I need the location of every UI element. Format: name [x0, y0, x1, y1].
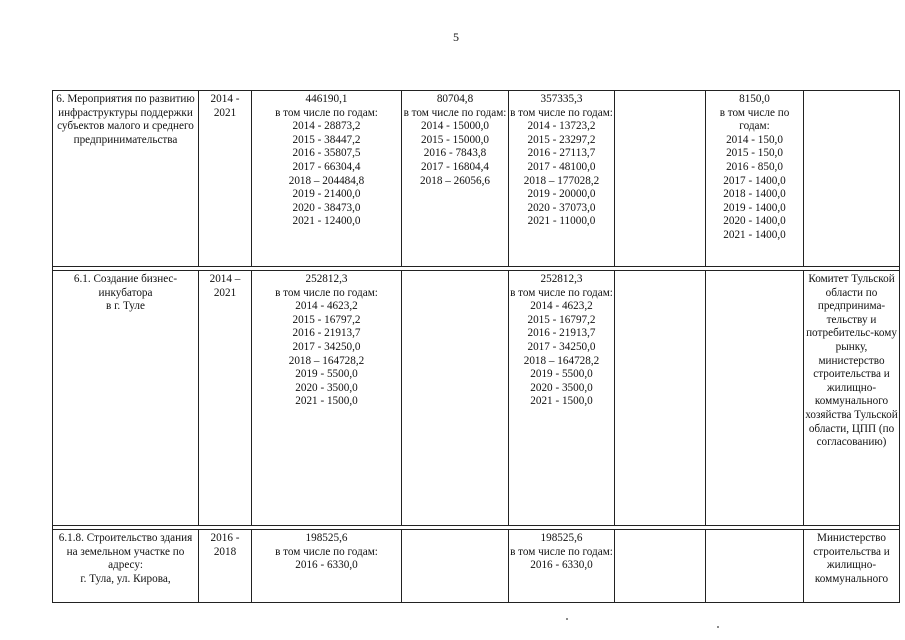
federal-funding-cell	[402, 271, 509, 526]
period-cell: 2016 - 2018	[199, 530, 252, 603]
page-number: 5	[453, 30, 459, 44]
table-row	[53, 91, 900, 267]
table-row	[53, 530, 900, 603]
federal-funding-cell	[402, 530, 509, 603]
activity-name-cell: 6.1.8. Строительство здания на земельном участке по адресу: г. Тула, ул. Кирова,	[53, 530, 199, 603]
extrabudgetary-funding-cell: 8150,0 в том числе по годам: 2014 - 150,0 2015 - 150,0 2016 - 850,0 2017 - 1400,0 2018 - 1400,0 2019 - 1400,0 2020 - 1400,0 2021 - 1400,0	[706, 91, 804, 267]
period-cell: 2014 – 2021	[199, 271, 252, 526]
period-cell: 2014 - 2021	[199, 91, 252, 267]
total-funding-cell: 198525,6 в том числе по годам: 2016 - 6330,0	[252, 530, 402, 603]
extrabudgetary-funding-cell	[706, 271, 804, 526]
local-funding-cell	[615, 91, 706, 267]
scan-speck	[717, 626, 719, 628]
total-funding-cell: 446190,1 в том числе по годам: 2014 - 28873,2 2015 - 38447,2 2016 - 35807,5 2017 - 66304,4 2018 – 204484,8 2019 - 21400,0 2020 - 38473,0 2021 - 12400,0	[252, 91, 402, 267]
local-funding-cell	[615, 271, 706, 526]
regional-funding-cell: 357335,3 в том числе по годам: 2014 - 13723,2 2015 - 23297,2 2016 - 27113,7 2017 - 48100,0 2018 – 177028,2 2019 - 20000,0 2020 - 37073,0 2021 - 11000,0	[509, 91, 615, 267]
federal-funding-cell: 80704,8 в том числе по годам: 2014 - 15000,0 2015 - 15000,0 2016 - 7843,8 2017 - 16804,4 2018 – 26056,6	[402, 91, 509, 267]
regional-funding-cell: 198525,6 в том числе по годам: 2016 - 6330,0	[509, 530, 615, 603]
table-row	[53, 271, 900, 526]
local-funding-cell	[615, 530, 706, 603]
activity-name-cell: 6.1. Создание бизнес-инкубатора в г. Туле	[53, 271, 199, 526]
responsible-cell: Комитет Тульской области по предпринима-тельству и потребительс-кому рынку, министерство строительства и жилищно-коммунального хозяйства Тульской области, ЦПП (по согласованию)	[804, 271, 900, 526]
responsible-cell: Министерство строительства и жилищно-коммунального	[804, 530, 900, 603]
responsible-cell	[804, 91, 900, 267]
extrabudgetary-funding-cell	[706, 530, 804, 603]
scan-speck	[566, 618, 568, 620]
activity-name-cell: 6. Мероприятия по развитию инфраструктуры поддержки субъектов малого и среднего предпринимательства	[53, 91, 199, 267]
budget-table	[52, 90, 900, 603]
regional-funding-cell: 252812,3 в том числе по годам: 2014 - 4623,2 2015 - 16797,2 2016 - 21913,7 2017 - 34250,0 2018 – 164728,2 2019 - 5500,0 2020 - 3500,0 2021 - 1500,0	[509, 271, 615, 526]
total-funding-cell: 252812,3 в том числе по годам: 2014 - 4623,2 2015 - 16797,2 2016 - 21913,7 2017 - 34250,0 2018 – 164728,2 2019 - 5500,0 2020 - 3500,0 2021 - 1500,0	[252, 271, 402, 526]
